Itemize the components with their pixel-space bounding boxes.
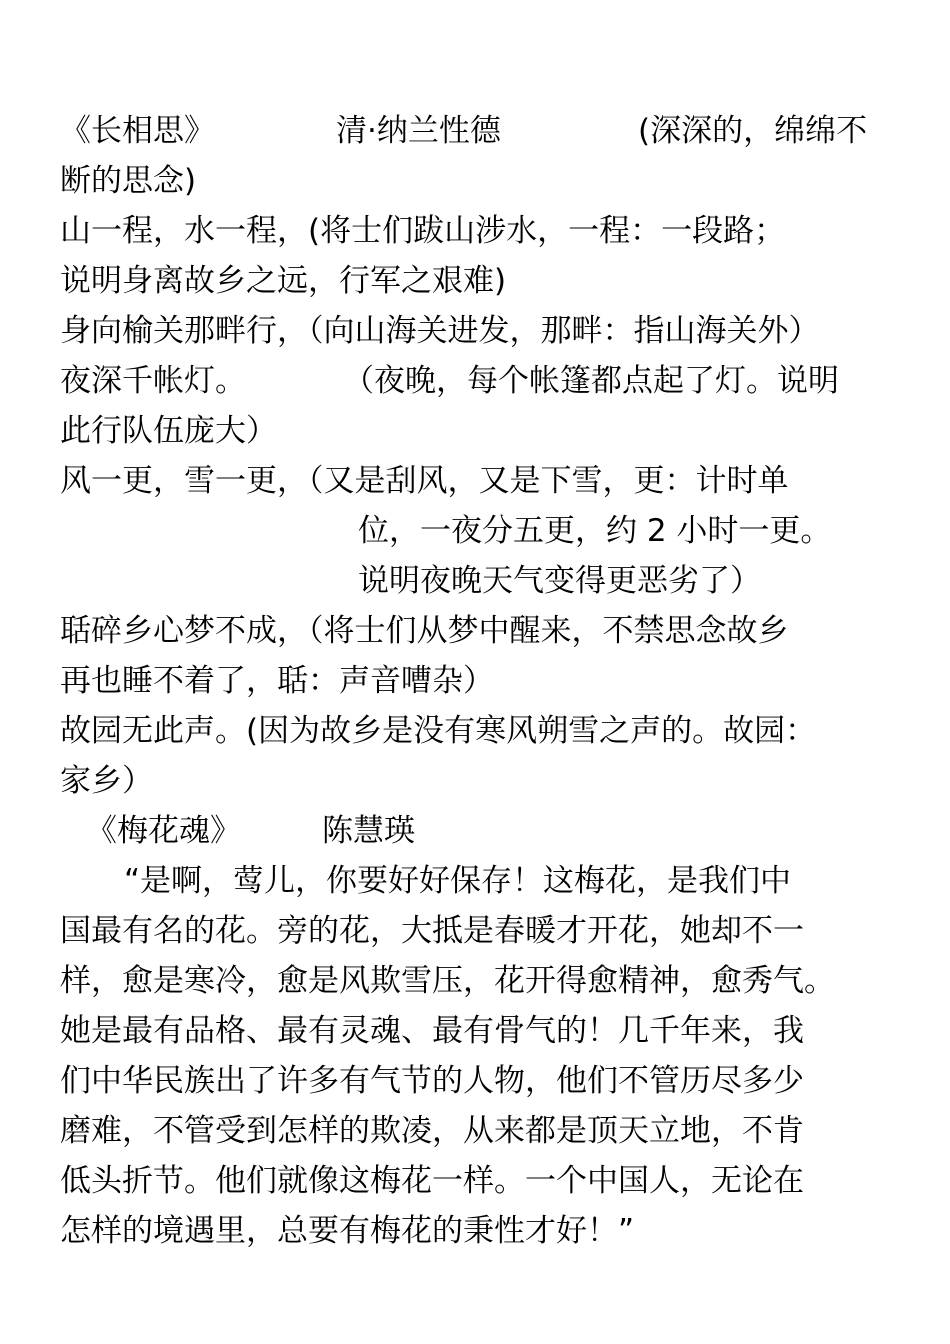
- poem-line: 家乡）: [60, 763, 153, 799]
- poem-line: 夜深千帐灯。: [60, 363, 246, 399]
- poem-line: 说明身离故乡之远，行军之艰难): [60, 263, 507, 299]
- poem-line: 故园无此声。(因为故乡是没有寒风朔雪之声的。故园：: [60, 713, 817, 749]
- passage-title: 《梅花魂》: [86, 813, 241, 849]
- passage-line: 她是最有品格、最有灵魂、最有骨气的！几千年来，我: [60, 1013, 804, 1049]
- poem-annotation: （夜晚，每个帐篷都点起了灯。说明: [343, 363, 839, 399]
- passage-author: 陈慧瑛: [322, 813, 415, 849]
- passage-line: “是啊，莺儿，你要好好保存！这梅花，是我们中: [124, 863, 792, 899]
- poem-line: 风一更，雪一更，（又是刮风，又是下雪，更：计时单: [60, 463, 789, 499]
- poem-summary-note-continued: 断的思念): [60, 163, 197, 199]
- poem-line: 山一程，水一程，(将士们跋山涉水，一程：一段路；: [60, 213, 786, 249]
- poem-line: 身向榆关那畔行，（向山海关进发，那畔：指山海关外）: [60, 313, 820, 349]
- poem-summary-note: (深深的，绵绵不: [638, 113, 868, 149]
- passage-line: 磨难，不管受到怎样的欺凌，从来都是顶天立地，不肯: [60, 1113, 804, 1149]
- poem-author: 清·纳兰性德: [336, 113, 501, 149]
- passage-line: 低头折节。他们就像这梅花一样。一个中国人，无论在: [60, 1163, 804, 1199]
- poem-title: 《长相思》: [60, 113, 215, 149]
- passage-line: 怎样的境遇里，总要有梅花的秉性才好！”: [60, 1213, 635, 1249]
- passage-line: 样，愈是寒冷，愈是风欺雪压，花开得愈精神，愈秀气。: [60, 963, 835, 999]
- passage-line: 们中华民族出了许多有气节的人物，他们不管历尽多少: [60, 1063, 804, 1099]
- poem-line: 聒碎乡心梦不成，（将士们从梦中醒来，不禁思念故乡: [60, 613, 789, 649]
- poem-annotation: 位，一夜分五更，约 2 小时一更。: [358, 513, 832, 549]
- poem-annotation: 说明夜晚天气变得更恶劣了）: [358, 563, 761, 599]
- poem-line: 再也睡不着了，聒：声音嘈杂）: [60, 663, 494, 699]
- poem-line: 此行队伍庞大）: [60, 413, 277, 449]
- passage-line: 国最有名的花。旁的花，大抵是春暖才开花，她却不一: [60, 913, 804, 949]
